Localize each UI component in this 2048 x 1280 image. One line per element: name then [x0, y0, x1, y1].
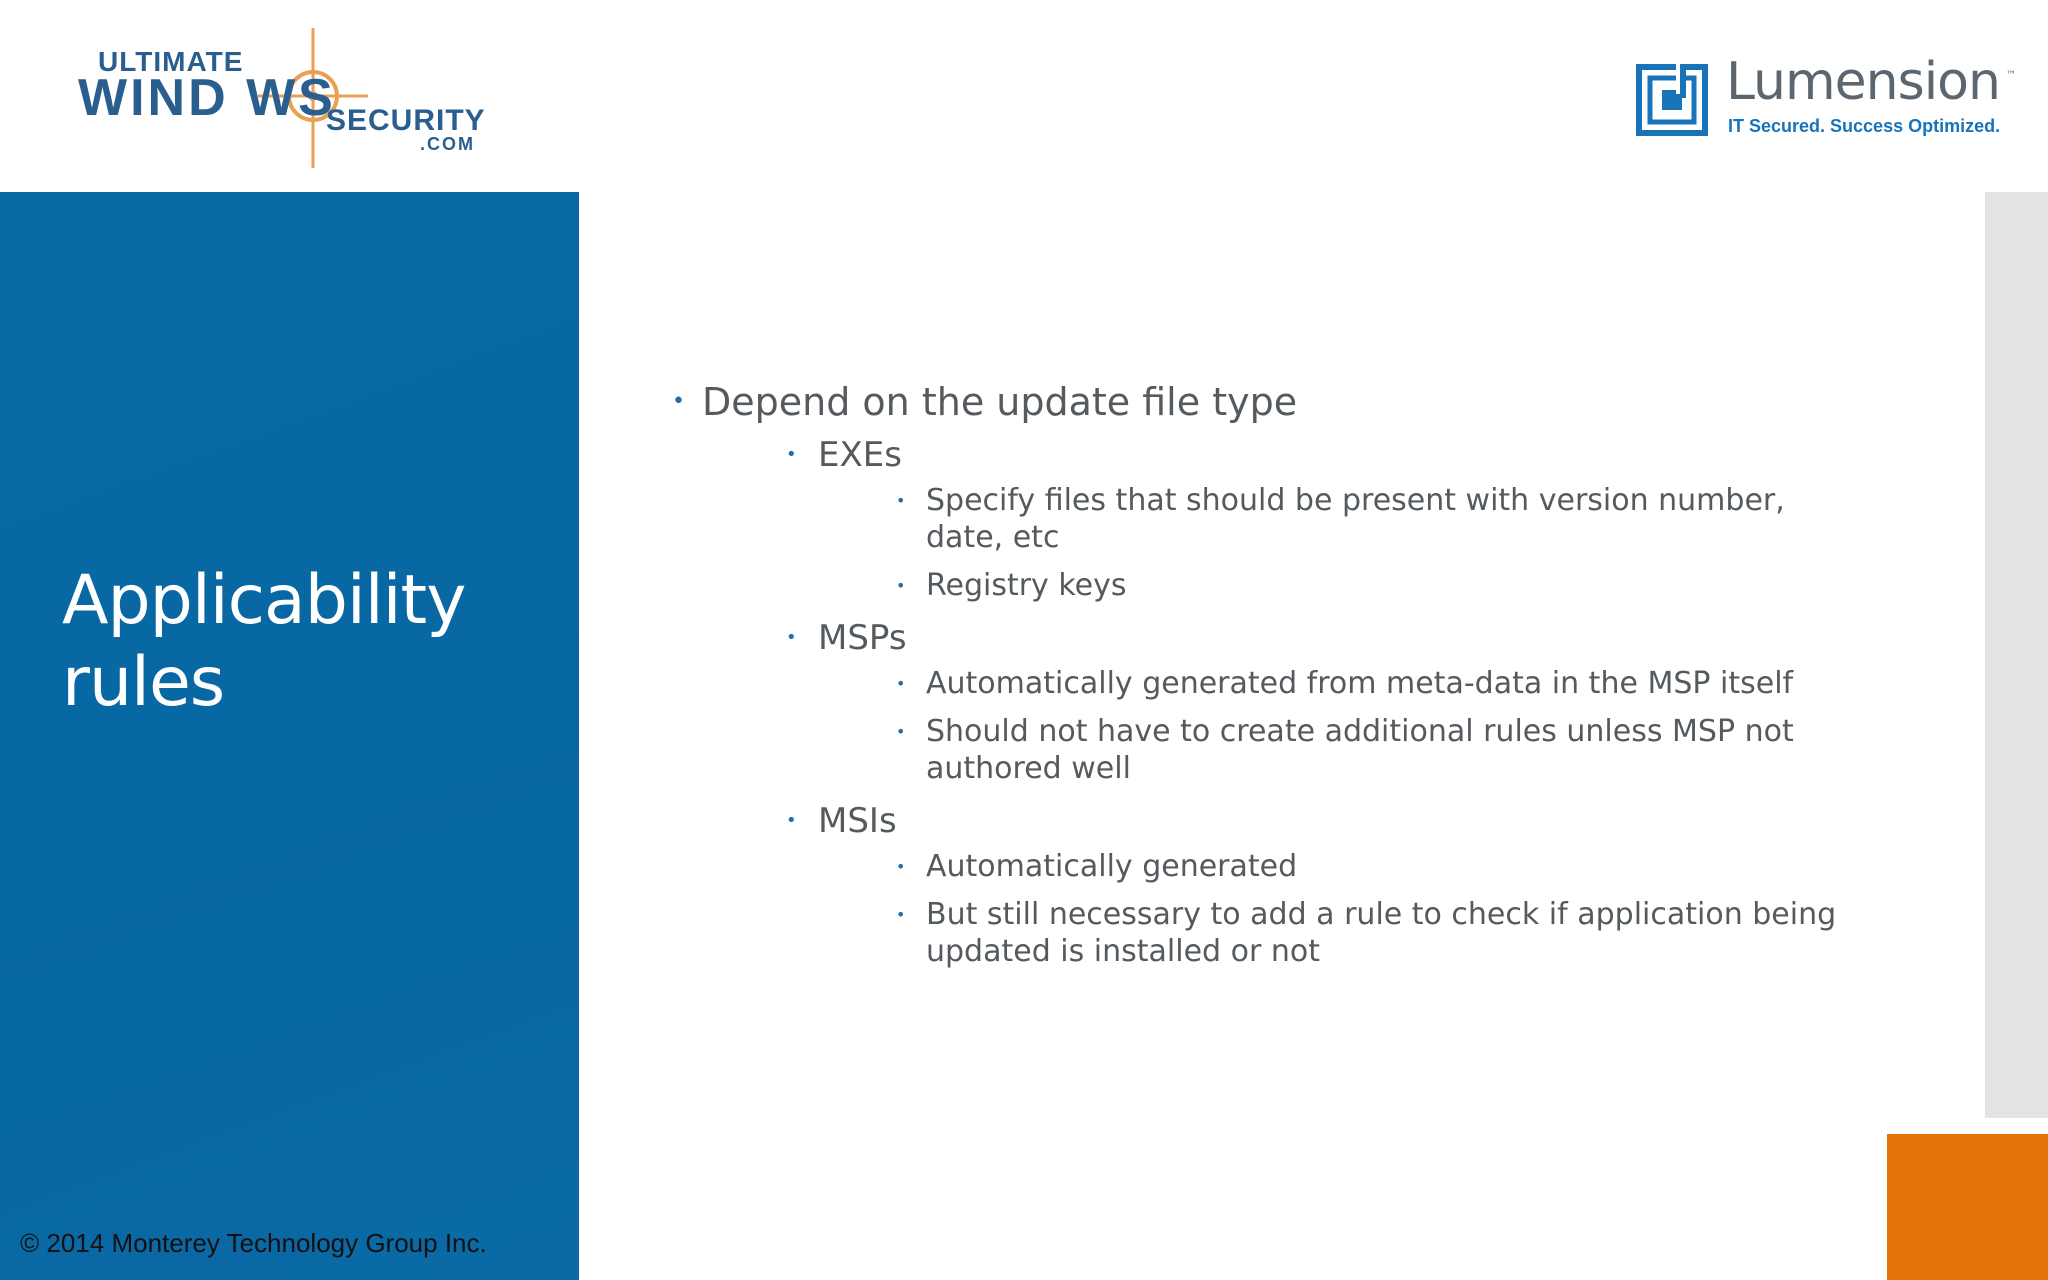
title-panel	[0, 192, 579, 1280]
slide-body	[670, 376, 1870, 981]
detail-item: • Registry keys	[896, 567, 1870, 604]
detail-item: • Specify files that should be present with version number, date, etc	[896, 482, 1870, 556]
lumension-mark-icon	[1636, 64, 1708, 136]
uws-logo-line-ultimate: ULTIMATE	[98, 46, 244, 77]
detail-item: • But still necessary to add a rule to check if application being updated is installed or not	[896, 896, 1926, 970]
detail-item: • Automatically generated from meta-data in the MSP itself	[896, 665, 1870, 702]
bullet-text: Depend on the update file type	[702, 380, 1298, 424]
copyright-notice: © 2014 Monterey Technology Group Inc.	[20, 1228, 487, 1258]
sub-bullet-msps	[786, 615, 1870, 787]
uws-logo-line-com: .COM	[420, 134, 475, 154]
decorative-grey-bar	[1985, 192, 2048, 1118]
sub-bullet-label: MSIs	[818, 801, 897, 841]
slide-title-line-1: Applicability	[62, 561, 466, 640]
slide-title	[62, 560, 562, 724]
slide-title-line-2: rules	[62, 643, 225, 722]
sub-bullet-label: MSPs	[818, 618, 907, 658]
lumension-trademark: ™	[2006, 70, 2016, 81]
bullet-list	[670, 376, 1870, 970]
ultimate-windows-security-logo	[78, 28, 498, 168]
lumension-wordmark: Lumension	[1726, 52, 2000, 112]
sub-bullet-exes	[786, 432, 1870, 604]
detail-item: • Should not have to create additional rules unless MSP not authored well	[896, 713, 1870, 787]
sub-bullet-msis	[786, 798, 1870, 970]
detail-list	[896, 482, 1870, 604]
uws-logo-line-windows: WIND WS	[78, 69, 336, 127]
detail-list	[896, 848, 1870, 970]
uws-logo-line-security: SECURITY	[326, 104, 486, 137]
lumension-tagline: IT Secured. Success Optimized.	[1728, 116, 2001, 136]
detail-item: • Automatically generated	[896, 848, 1870, 885]
lumension-logo	[1636, 52, 2016, 140]
sub-bullet-label: EXEs	[818, 435, 902, 475]
detail-list	[896, 665, 1870, 787]
bullet-item	[670, 376, 1870, 970]
decorative-orange-block	[1887, 1134, 2048, 1280]
sub-bullet-list	[786, 432, 1870, 970]
